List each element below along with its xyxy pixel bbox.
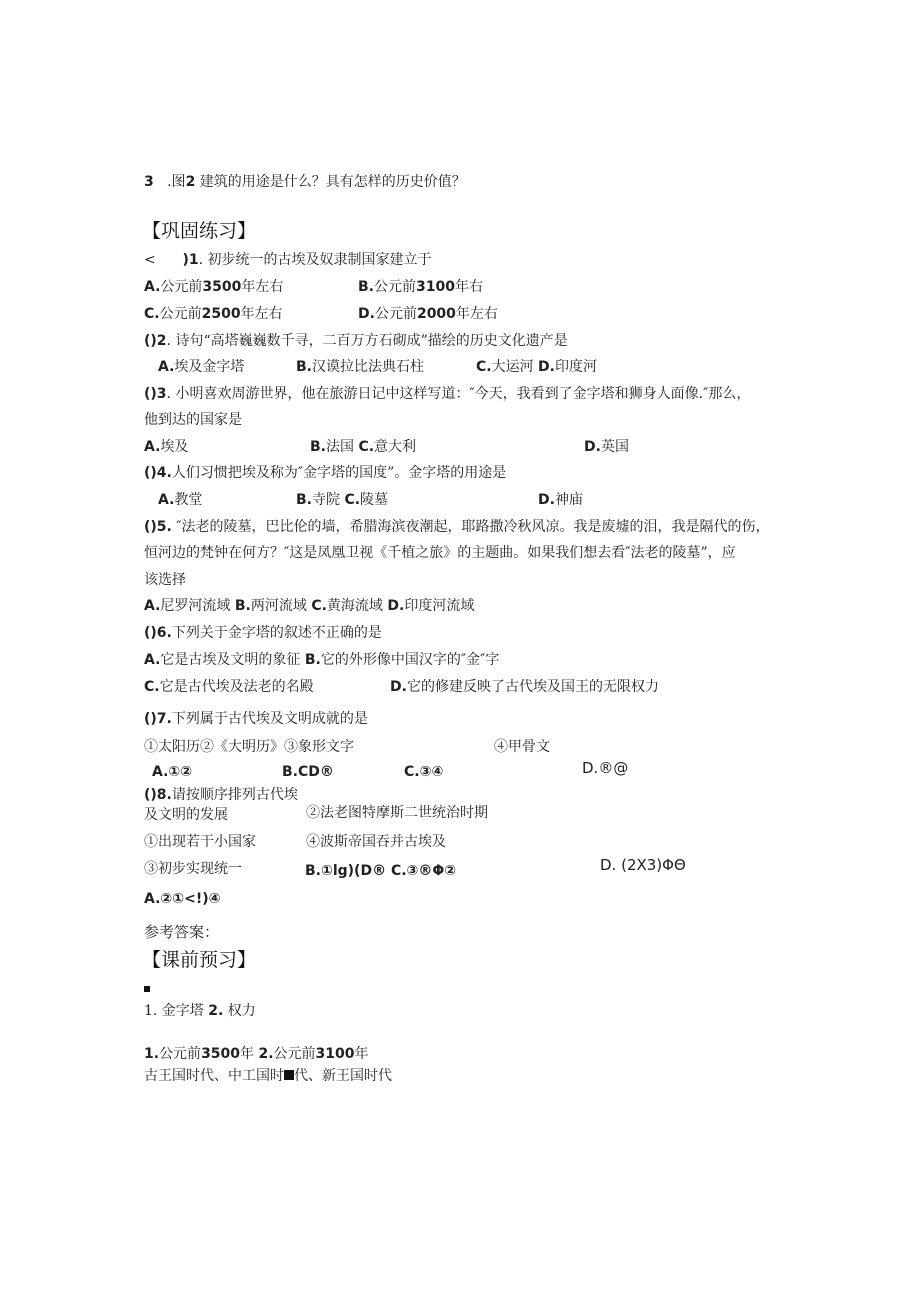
question-3: 3 .图2 建筑的用途是什么？具有怎样的历史价值？ <box>144 174 466 190</box>
practice-question-5-cont2: 该选择 <box>144 572 186 588</box>
practice-question-1: < )1. 初步统一的古埃及奴隶制国家建立于 <box>144 252 432 268</box>
option-1c: C.公元前2500年左右 <box>144 306 283 322</box>
option-2b: B.汉谟拉比法典石柱 <box>296 359 424 375</box>
option-7b: B.CD® <box>282 764 334 780</box>
practice-question-2: ()2. 诗句“高塔巍巍数千寻，二百万方石砌成”描绘的历史文化遗产是 <box>144 333 568 349</box>
option-4bc: B.寺院 C.陵墓 <box>296 492 389 508</box>
option-7d: D.®@ <box>582 759 629 777</box>
black-square-icon <box>284 1070 294 1080</box>
option-3d: D.英国 <box>584 439 629 455</box>
section-heading-practice: 【巩固练习】 <box>142 220 257 242</box>
option-8d: D. (2X3)ΦΘ <box>600 856 686 874</box>
options-6ab: A.它是古埃及文明的象征 B.它的外形像中国汉字的″金″字 <box>144 652 500 668</box>
option-3bc: B.法国 C.意大利 <box>310 439 417 455</box>
item-8-3: ③初步实现统一 <box>144 861 242 877</box>
practice-question-7: ()7.下列属于古代埃及文明成就的是 <box>144 711 368 727</box>
option-4a: A.教堂 <box>158 492 203 508</box>
answers-label: 参考答案： <box>144 923 220 941</box>
option-2cd: C.大运河 D.印度河 <box>476 359 597 375</box>
items-7: ①太阳历②《大明历》③象形文字 <box>144 739 354 755</box>
option-7a: A.①② <box>152 764 193 780</box>
answer-line-2: 1.公元前3500年 2.公元前3100年 <box>144 1046 369 1062</box>
option-3a: A.埃及 <box>144 439 189 455</box>
option-1d: D.公元前2000年左右 <box>358 306 498 322</box>
practice-question-8-cont: 及文明的发展 <box>144 807 228 823</box>
answer-line-1: 1. 金字塔 2. 权力 <box>144 1003 256 1019</box>
practice-question-3-cont: 他到达的国家是 <box>144 412 242 428</box>
options-8bc: B.①lg)(D® C.③®Φ② <box>305 863 457 879</box>
item-8-2: ②法老图特摩斯二世统治时期 <box>306 805 488 821</box>
practice-question-5-cont: 恒河边的梵钟在何方？″这是凤凰卫视《千植之旅》的主题曲。如果我们想去看″法老的陵墓”，应 <box>144 545 736 561</box>
practice-question-8: ()8.请按顺序排列古代埃 <box>144 787 298 803</box>
item-8-1: ①出现若干小国家 <box>144 834 256 850</box>
option-6d: D.它的修建反映了古代埃及国王的无限权力 <box>390 679 659 695</box>
option-1b: B.公元前3100年右 <box>358 279 483 295</box>
option-6c: C.它是古代埃及法老的名殿 <box>144 679 314 695</box>
square-bullet-icon <box>144 986 150 992</box>
option-7c: C.③④ <box>404 764 444 780</box>
item-7-4: ④甲骨文 <box>494 739 550 755</box>
practice-question-4: ()4.人们习惯把埃及称为″金字塔的国度”。金字塔的用途是 <box>144 465 507 481</box>
option-8a: A.②①<!)④ <box>144 891 221 907</box>
practice-question-6: ()6.下列关于金字塔的叙述不正确的是 <box>144 625 382 641</box>
section-heading-preview: 【课前预习】 <box>142 949 257 971</box>
practice-question-5: ()5. ″法老的陵墓，巴比伦的墙，希腊海滨夜潮起，耶路撒冷秋风凉。我是废墟的泪，我是隔代的伤， <box>144 519 770 535</box>
bullet-marker <box>144 978 150 998</box>
option-4d: D.神庙 <box>538 492 583 508</box>
answer-line-3: 古王国时代、中工国时 代、新王国时代 <box>144 1068 392 1084</box>
option-2a: A.埃及金字塔 <box>158 359 245 375</box>
options-5: A.尼罗河流域 B.两河流域 C.黄海流域 D.印度河流域 <box>144 598 475 614</box>
option-1a: A.公元前3500年左右 <box>144 279 284 295</box>
item-8-4: ④波斯帝国吞并古埃及 <box>306 834 446 850</box>
practice-question-3: ()3. 小明喜欢周游世界，他在旅游日记中这样写道：″今天，我看到了金字塔和狮身人面像.″那么， <box>144 386 751 402</box>
